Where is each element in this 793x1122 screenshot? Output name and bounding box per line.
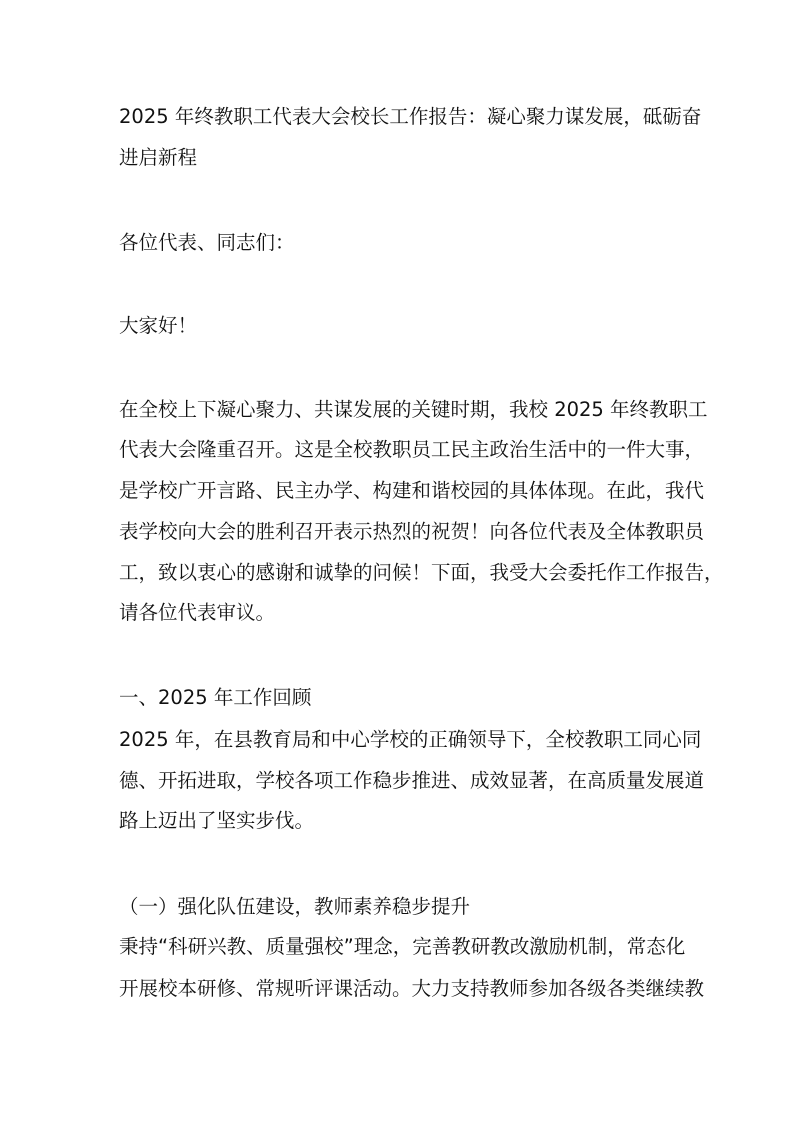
intro-line: 工，致以衷心的感谢和诚挚的问候！下面，我受大会委托作工作报告， [119,561,724,584]
intro-line: 代表大会隆重召开。这是全校教职员工民主政治生活中的一件大事， [119,438,705,461]
section-heading: 一、2025 年工作回顾 [119,686,312,709]
intro-line: 请各位代表审议。 [119,601,276,624]
intro-line: 在全校上下凝心聚力、共谋发展的关键时期，我校 2025 年终教职工 [119,398,708,421]
intro-line: 是学校广开言路、民主办学、构建和谐校园的具体体现。在此，我代 [119,479,705,502]
subsection-heading: （一）强化队伍建设，教师素养稳步提升 [119,895,471,918]
section-line: 德、开拓进取，学校各项工作稳步推进、成效显著，在高质量发展道 [119,769,705,792]
intro-line: 表学校向大会的胜利召开表示热烈的祝贺！向各位代表及全体教职员 [119,520,705,543]
section-line: 2025 年，在县教育局和中心学校的正确领导下，全校教职工同心同 [119,728,702,751]
subsection-line: 秉持“科研兴教、质量强校”理念，完善教研教改激励机制，常态化 [119,935,686,958]
document-title-line-1: 2025 年终教职工代表大会校长工作报告：凝心聚力谋发展，砥砺奋 [119,105,702,128]
salutation: 各位代表、同志们： [119,231,295,254]
greeting: 大家好！ [119,314,198,337]
subsection-line: 开展校本研修、常规听评课活动。大力支持教师参加各级各类继续教 [119,977,705,1000]
section-line: 路上迈出了坚实步伐。 [119,809,315,832]
document-title-line-2: 进启新程 [119,146,198,169]
